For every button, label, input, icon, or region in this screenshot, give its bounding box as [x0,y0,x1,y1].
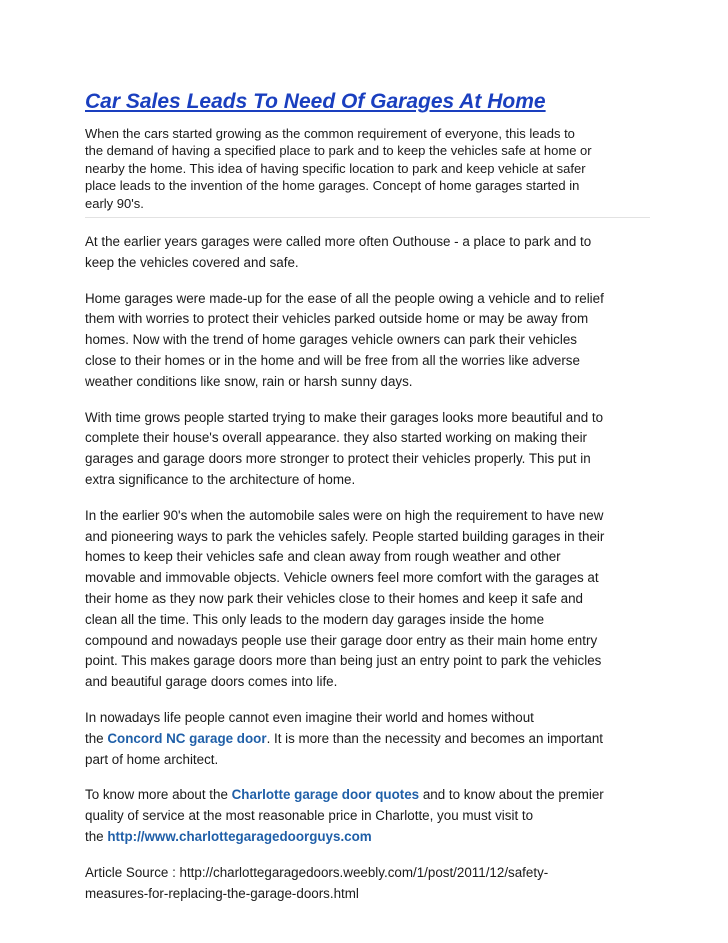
paragraph-line: their home as they now park their vehicles close to their homes and keep it safe and [85,590,583,606]
paragraph-line [85,729,650,750]
paragraph-line: homes. Now with the trend of home garages vehicle owners can park their vehicles [85,332,577,348]
paragraph-line: In nowadays life people cannot even imagine their world and homes without [85,709,534,725]
article-source [85,863,650,905]
paragraph-line [85,827,650,848]
paragraph-line: garages and garage doors more stronger to protect their vehicles properly. This put in [85,451,591,467]
paragraph-line: and beautiful garage doors comes into life. [85,674,338,690]
paragraph-nowadays [85,708,650,770]
paragraph-home-garages [85,289,650,393]
paragraph-line: part of home architect. [85,751,219,767]
paragraph-beautiful-garages [85,408,650,491]
paragraph-line: clean all the time. This only leads to the modern day garages inside the home [85,611,545,627]
text-fragment: . It is more than the necessity and becomes an important [266,730,603,746]
paragraph-90s [85,506,650,693]
paragraph-line: keep the vehicles covered and safe. [85,254,299,270]
text-fragment: the [85,730,108,746]
article [85,88,650,904]
paragraph-line: compound and nowadays people use their garage door entry as their main home entry [85,632,598,648]
intro-paragraph [85,125,650,218]
paragraph-line: them with worries to protect their vehicles parked outside home or may be away from [85,311,589,327]
intro-line: the demand of having a specified place to park and to keep the vehicles safe at home or [85,143,592,159]
text-fragment: the [85,828,108,844]
paragraph-line: close to their homes or in the home and will be free from all the worries like adverse [85,353,580,369]
paragraph-line: In the earlier 90's when the automobile sales were on high the requirement to have new [85,507,604,523]
source-line: measures-for-replacing-the-garage-doors.html [85,885,359,901]
paragraph-line: quality of service at the most reasonable price in Charlotte, you must visit to [85,808,534,824]
charlotte-quotes-link[interactable]: Charlotte garage door quotes [231,787,420,803]
paragraph-line: movable and immovable objects. Vehicle owners feel more comfort with the garages at [85,570,599,586]
text-fragment: To know more about the [85,787,232,803]
paragraph-outhouse [85,232,650,274]
intro-line: place leads to the invention of the home garages. Concept of home garages started in [85,178,580,194]
paragraph-line: point. This makes garage doors more than being just an entry point to park the vehicles [85,653,602,669]
article-title-link[interactable]: Car Sales Leads To Need Of Garages At Home [85,90,546,113]
source-line: Article Source : http://charlottegaragedoors.weebly.com/1/post/2011/12/safety- [85,864,549,880]
paragraph-line: extra significance to the architecture of home. [85,472,356,487]
text-fragment: and to know about the premier [419,787,604,803]
paragraph-line: At the earlier years garages were called more often Outhouse - a place to park and to [85,234,592,250]
paragraph-line: homes to keep their vehicles safe and clean away from rough weather and other [85,549,561,565]
paragraph-line: weather conditions like snow, rain or harsh sunny days. [85,373,413,389]
concord-garage-door-link[interactable]: Concord NC garage door [107,730,267,746]
paragraph-line: With time grows people started trying to make their garages looks more beautiful and to [85,409,604,425]
intro-line: nearby the home. This idea of having specific location to park and keep vehicle at safer [85,160,586,176]
paragraph-line [85,785,650,806]
paragraph-line: Home garages were made-up for the ease of all the people owing a vehicle and to relief [85,290,604,306]
charlotte-website-link[interactable]: http://www.charlottegaragedoorguys.com [107,828,372,844]
paragraph-line: complete their house's overall appearance. they also started working on making their [85,430,588,446]
intro-line: When the cars started growing as the common requirement of everyone, this leads to [85,126,575,141]
paragraph-line: and pioneering ways to park the vehicles safely. People started building garages in their [85,528,605,544]
intro-line: early 90's. [85,195,144,211]
paragraph-know-more [85,785,650,847]
